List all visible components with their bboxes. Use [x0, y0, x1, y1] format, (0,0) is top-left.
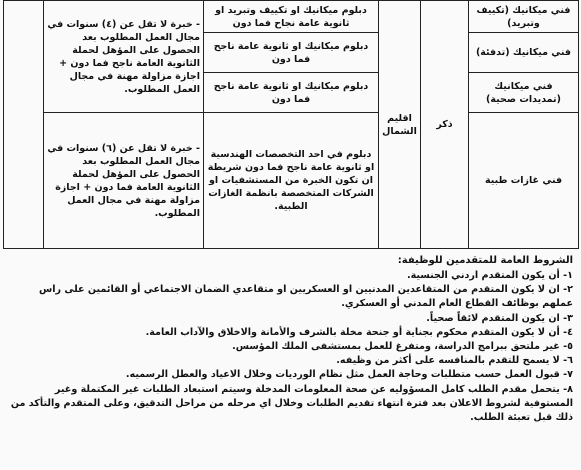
condition-item: ٧- قبول العمل حسب متطلبات وحاجة العمل مثل نظام الورديات وخلال الاعياد والعطل الرسميه. [125, 369, 573, 381]
general-conditions [8, 255, 573, 425]
experience-cell: - خبرة لا تقل عن (٦) سنوات في مجال العمل المطلوب بعد الحصول على المؤهل لحملة الثانوية العامة فما دون + اجازة مزاولة مهنة في مجال العمل المطلوب. [44, 113, 204, 249]
gender-cell: ذكر [421, 1, 469, 249]
job-title-cell: فني ميكانيك (تمديدات صحية) [469, 73, 579, 113]
job-title-cell: فني ميكانيك (تدفئة) [469, 33, 579, 73]
condition-item: ٨- يتحمل مقدم الطلب كامل المسؤوليه عن صحة المعلومات المدخلة وسيتم استبعاد الطلبات غير المكتملة وغير المستوفية لشروط الاعلان بعد فترة انتهاء تقديم الطلبات وخلال اي مرحله من مراحل التدقيق، وعلى المتقدم والتأكد من ذلك قبل تعبئة الطلب. [10, 383, 573, 424]
qualification-cell: دبلوم ميكانيك او ثانوية عامة ناجح فما دون [204, 73, 379, 113]
job-title-cell: فني ميكانيك (تكييف وتبريد) [469, 1, 579, 33]
blank-cell [4, 1, 44, 249]
job-title-cell: فني غازات طبية [469, 113, 579, 249]
qualification-cell: دبلوم في احد التخصصات الهندسية او ثانوية عامة ناجح فما دون شريطة ان تكون الخبرة من المستشفيات او الشركات المتخصصة بانظمة الغازات الطبية. [204, 113, 379, 249]
region-cell: اقليم الشمال [379, 1, 421, 249]
conditions-heading: الشروط العامة للمتقدمين للوظيفة: [397, 255, 573, 266]
condition-item: ١- أن يكون المتقدم اردني الجنسية. [406, 270, 573, 281]
qualification-cell: دبلوم ميكانيك او تكييف وتبريد او ثانوية عامة نجاح فما دون [204, 1, 379, 33]
jobs-table [3, 0, 579, 249]
condition-item: ٦- لا يسمح للتقدم بالمنافسه على أكثر من وظيفه. [336, 355, 573, 367]
condition-item: ٤- أن لا يكون المتقدم محكوم بجناية أو جنحة مخلة بالشرف والأمانة والاخلاق والآداب العامة. [145, 326, 573, 338]
table-row [4, 1, 579, 33]
condition-item: ٢- ان لا يكون المتقدم من المتقاعدين المدنيين او العسكريين او متقاعدي الضمان الاجتماعي أو القائمين على راس عملهم بوظائف القطاع العام المدني أو العسكري. [38, 284, 573, 310]
experience-cell: - خبرة لا تقل عن (٤) سنوات في مجال العمل المطلوب بعد الحصول على المؤهل لحملة الثانوية العامة ناجح فما دون + اجازة مزاولة مهنة في مجال العمل المطلوب. [44, 1, 204, 113]
condition-item: ٣- ان يكون المتقدم لائقاً صحياً. [426, 312, 573, 324]
table-row [4, 113, 579, 249]
qualification-cell: دبلوم ميكانيك او ثانوية عامة ناجح فما دون [204, 33, 379, 73]
condition-item: ٥- غير ملتحق ببرامج الدراسة، ومتفرغ للعمل بمستشفى الملك المؤسس. [232, 341, 573, 353]
